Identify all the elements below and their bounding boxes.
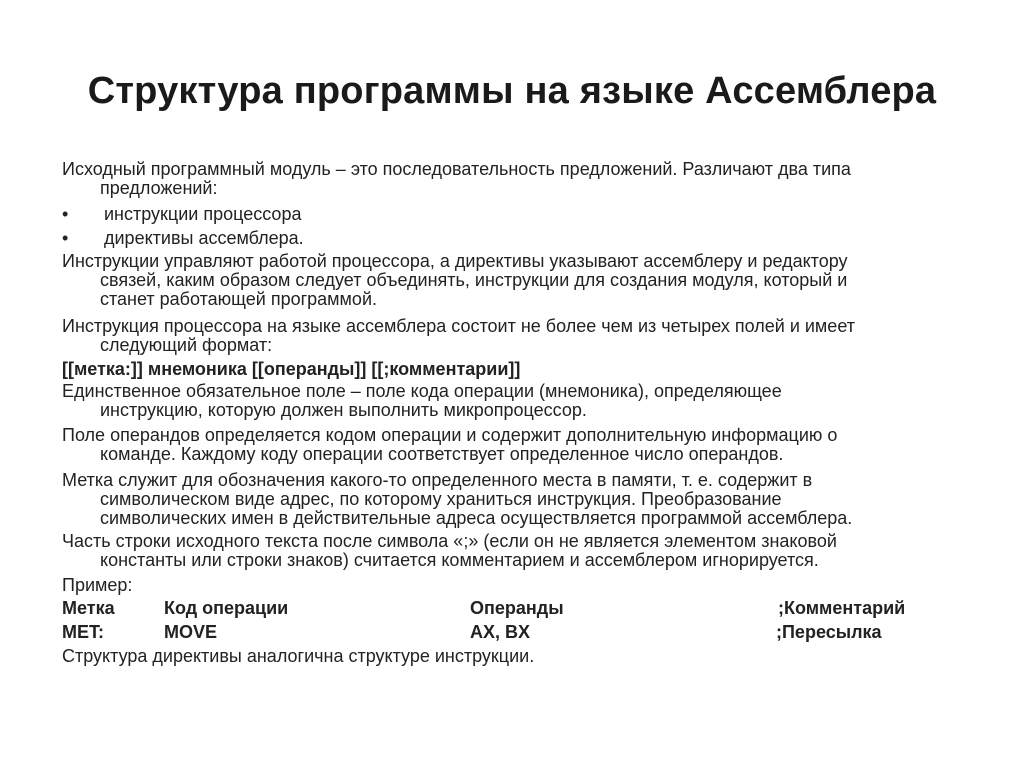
- mnemonic-line-2: инструкцию, которую должен выполнить микропроцессор.: [100, 400, 587, 420]
- intro-line-2: предложений:: [100, 178, 218, 198]
- operands-line-2: команде. Каждому коду операции соответствует определенное число операндов.: [100, 444, 784, 464]
- bullet-icon: •: [62, 228, 69, 248]
- instructions-line-2: связей, каким образом следует объединять, инструкции для создания модуля, который и: [100, 270, 848, 290]
- label-line-2: символическом виде адрес, по которому храниться инструкция. Преобразование: [100, 489, 782, 509]
- intro-paragraph: [62, 160, 962, 198]
- row-opcode: MOVE: [164, 622, 218, 642]
- format-line-2: следующий формат:: [100, 335, 273, 355]
- comment-line-1: Часть строки исходного текста после символа «;» (если он не является элементом знаковой: [62, 531, 837, 551]
- closing-line: Структура директивы аналогична структуре инструкции.: [62, 646, 535, 666]
- instructions-paragraph: [62, 252, 962, 309]
- example-header-row: [62, 599, 962, 619]
- instructions-line-3: станет работающей программой.: [100, 289, 377, 309]
- instructions-line-1: Инструкции управляют работой процессора, а директивы указывают ассемблеру и редактору: [62, 251, 848, 271]
- header-label: Метка: [62, 598, 115, 618]
- format-paragraph: [62, 317, 962, 355]
- header-comment: ;Комментарий: [778, 598, 906, 618]
- row-label: MET:: [62, 622, 104, 642]
- slide-title: Структура программы на языке Ассемблера: [87, 70, 937, 112]
- label-line-3: символических имен в действительные адреса осуществляется программой ассемблера.: [100, 508, 853, 528]
- operands-paragraph: [62, 426, 962, 464]
- bullet-text: инструкции процессора: [104, 204, 302, 224]
- comment-line-2: константы или строки знаков) считается комментарием и ассемблером игнорируется.: [100, 550, 819, 570]
- row-comment: ;Пересылка: [776, 622, 882, 642]
- format-line-1: Инструкция процессора на языке ассемблера состоит не более чем из четырех полей и имеет: [62, 316, 855, 336]
- example-data-row: [62, 623, 962, 643]
- example-label: Пример:: [62, 575, 133, 595]
- header-operands: Операнды: [470, 598, 564, 618]
- label-paragraph: [62, 471, 962, 528]
- row-operands: AX, BX: [470, 622, 531, 642]
- bullet-text: директивы ассемблера.: [104, 228, 304, 248]
- operands-line-1: Поле операндов определяется кодом операции и содержит дополнительную информацию о: [62, 425, 838, 445]
- bullet-icon: •: [62, 204, 69, 224]
- header-opcode: Код операции: [164, 598, 289, 618]
- intro-line-1: Исходный программный модуль – это последовательность предложений. Различают два типа: [62, 159, 851, 179]
- comment-paragraph: [62, 532, 962, 570]
- mnemonic-paragraph: [62, 382, 962, 420]
- label-line-1: Метка служит для обозначения какого-то определенного места в памяти, т. е. содержит в: [62, 470, 813, 490]
- mnemonic-line-1: Единственное обязательное поле – поле кода операции (мнемоника), определяющее: [62, 381, 782, 401]
- format-syntax: [[метка:]] мнемоника [[операнды]] [[;комментарии]]: [62, 359, 521, 379]
